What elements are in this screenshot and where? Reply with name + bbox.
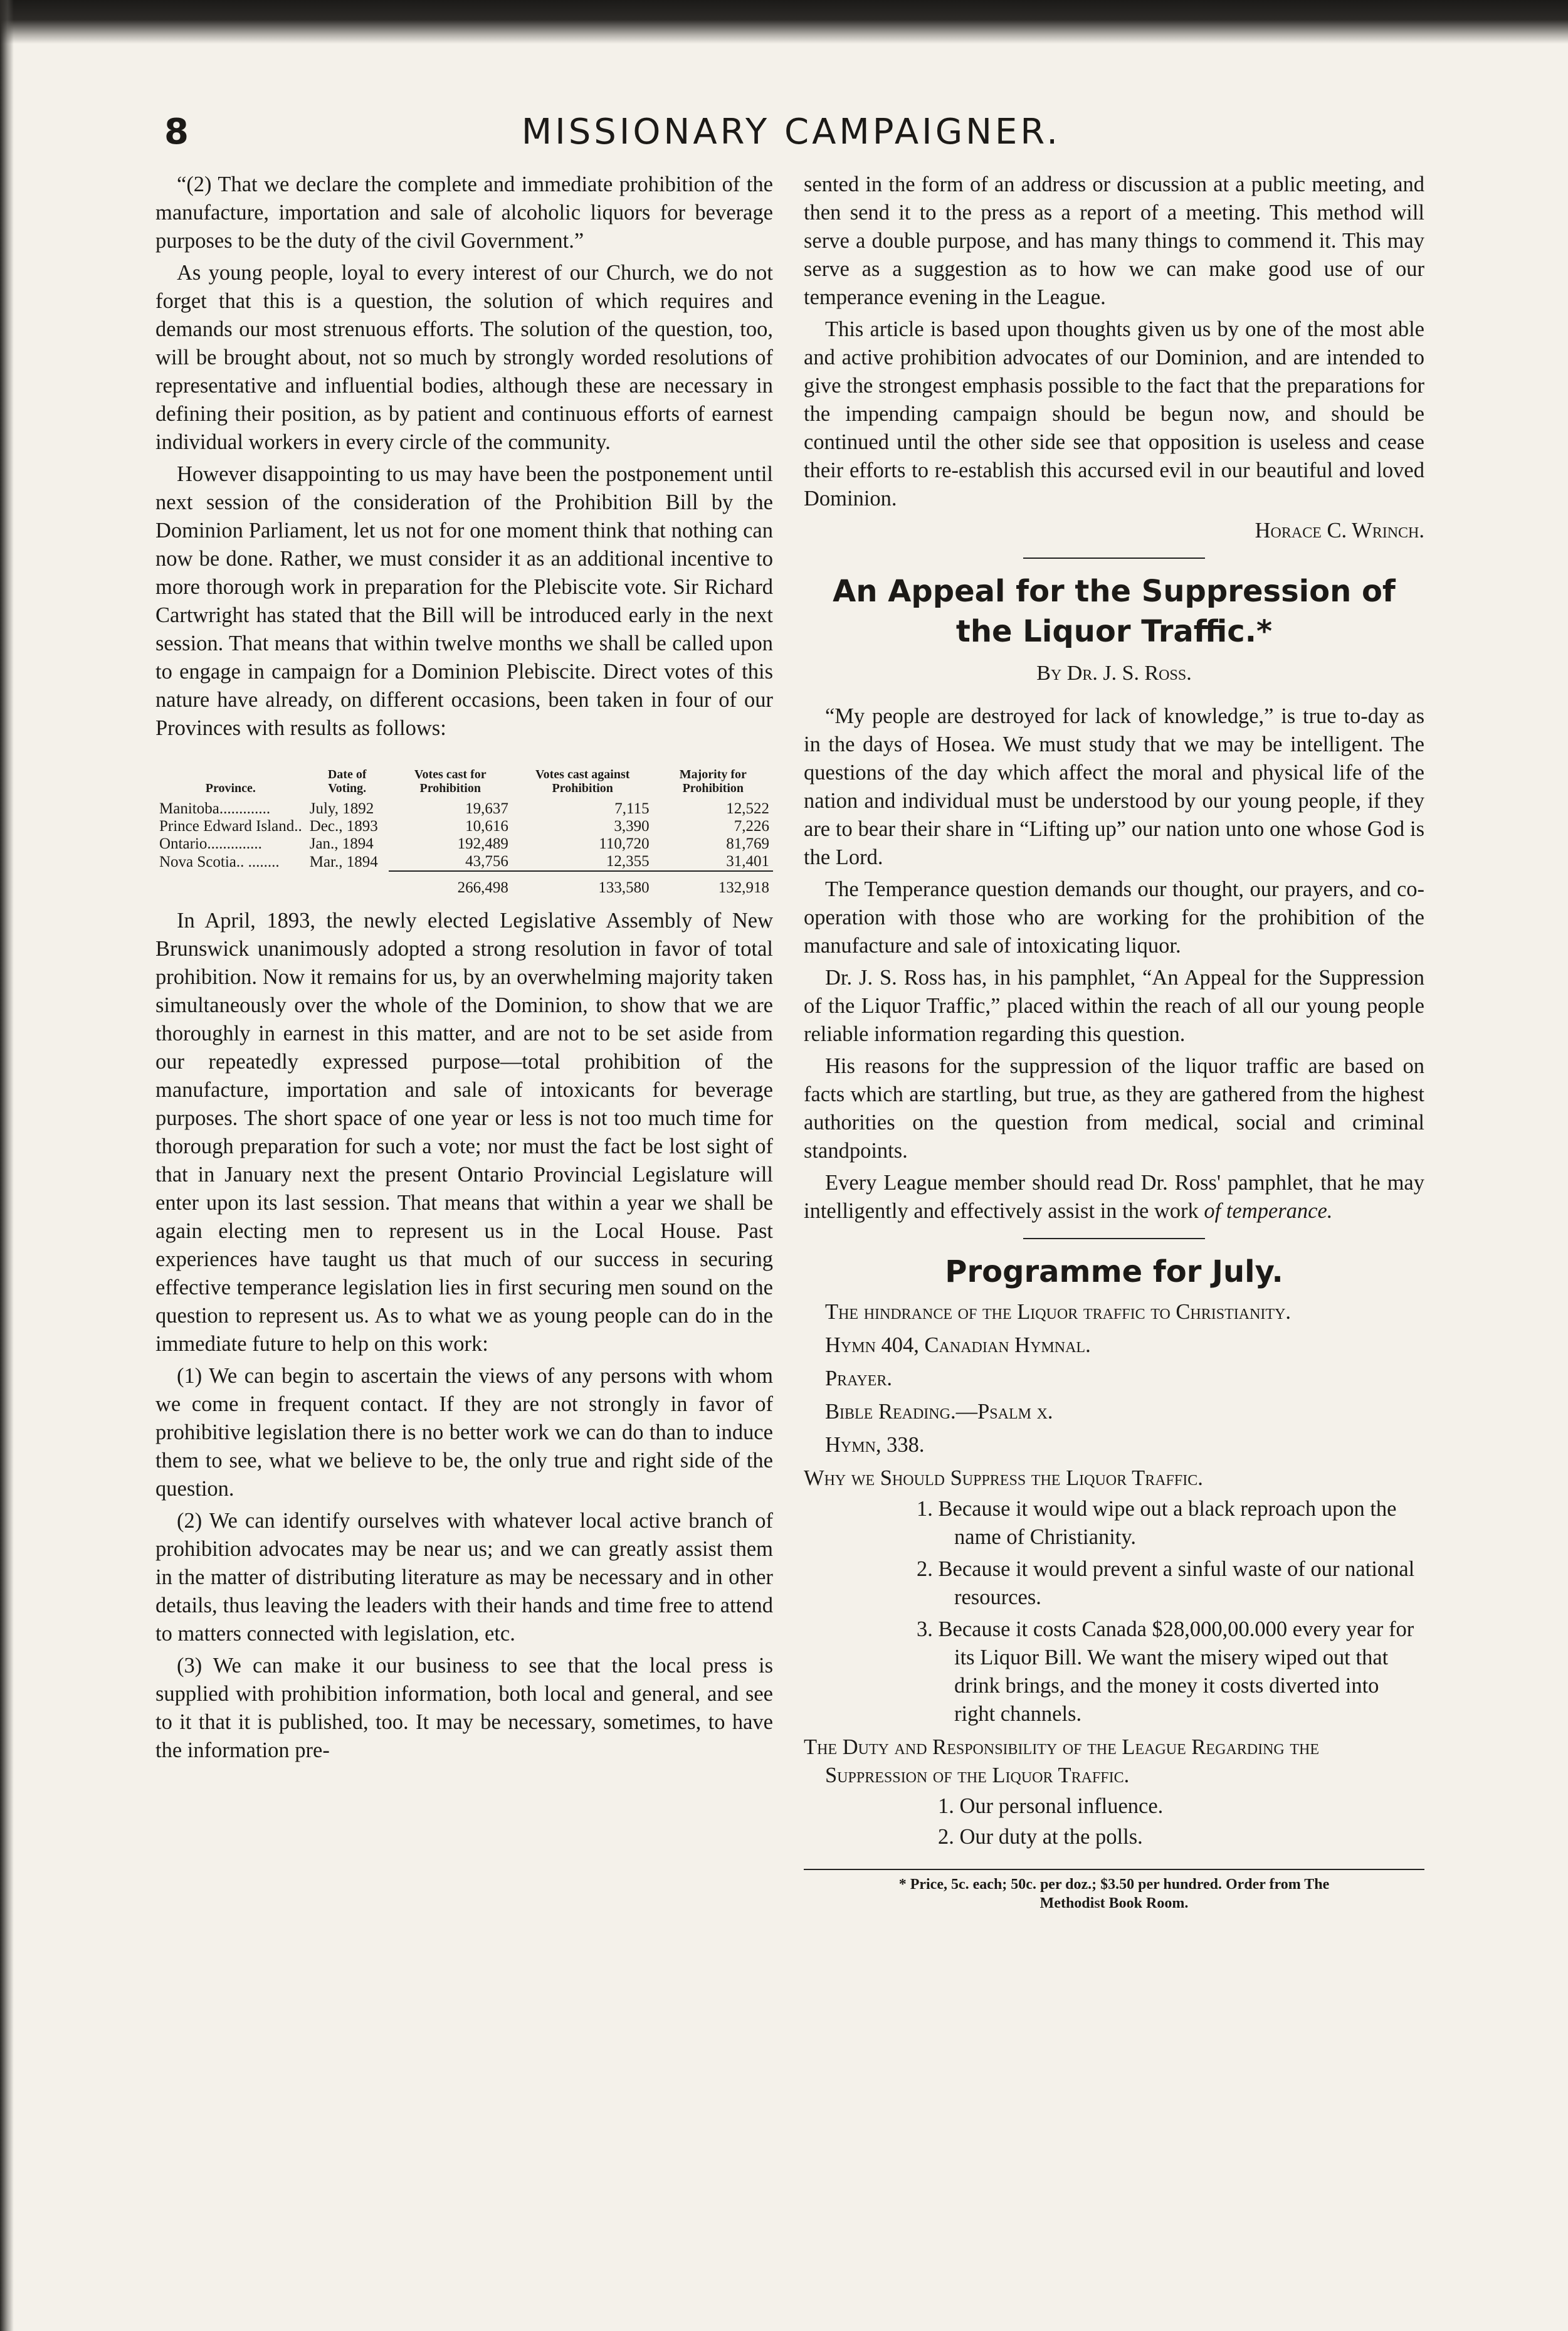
cell-majority: 31,401 — [726, 853, 769, 870]
resolution-quote: “(2) That we declare the complete and immediate prohibition of the manufacture, importation and sale of alcoholic liquors for beverage purposes to be the duty of the civil Government.” — [155, 172, 773, 253]
cell-majority: 12,522 — [726, 800, 769, 817]
table-row — [155, 853, 773, 871]
duty-item: 1. Our personal influence. — [938, 1794, 1164, 1818]
cell-for: 192,489 — [457, 835, 508, 852]
cell-majority: 81,769 — [726, 835, 769, 852]
author-signature — [804, 517, 1424, 545]
footnote-rule — [804, 1869, 1424, 1870]
paragraph-text-italic: of temperance. — [1204, 1199, 1333, 1223]
paragraph — [804, 1169, 1424, 1225]
scan-left-edge — [0, 0, 14, 2331]
cell-for: 43,756 — [465, 853, 508, 870]
programme-item: Hymn 404, Canadian Hymnal. — [825, 1333, 1091, 1357]
section-divider — [1023, 1238, 1205, 1239]
cell-province: Ontario.............. — [159, 835, 262, 852]
reason-item: 2. Because it would prevent a sinful waste of our national resources. — [917, 1557, 1415, 1609]
total-for: 266,498 — [389, 871, 512, 897]
paragraph: As young people, loyal to every interest of our Church, we do not forget that this is a question, the solution of which requires and demands our most strenuous efforts. The solution of the question, too, will be brought about, not so much by strongly worded resolutions of representative and influential bodies, although these are necessary in defining their position, as by patient and continuous efforts of earnest individual workers in every circle of the community. — [155, 261, 773, 454]
programme-item — [804, 1298, 1424, 1326]
duty-item: 2. Our duty at the polls. — [938, 1825, 1143, 1849]
cell-date: Jan., 1894 — [309, 835, 374, 852]
table-row — [155, 818, 773, 835]
paragraph: Dr. J. S. Ross has, in his pamphlet, “An Appeal for the Suppression of the Liquor Traffic,” placed within the reach of all our young people reliable information regarding this question. — [804, 966, 1424, 1046]
footnote — [804, 1875, 1424, 1913]
section-divider — [1023, 558, 1205, 559]
table-row — [155, 800, 773, 818]
paragraph: The Temperance question demands our thought, our prayers, and co-operation with those who are working for the prohibition of the manufacture and sale of intoxicating liquor. — [804, 877, 1424, 958]
cell-for: 19,637 — [465, 800, 508, 817]
paragraph: However disappointing to us may have been the postponement until next session of the consideration of the Prohibition Bill by the Dominion Parliament, let us not for one moment think that nothing can now be done. Rather, we must consider it as an additional incentive to more thorough work in preparation for the Plebiscite vote. Sir Richard Cartwright has stated that the Bill will be introduced early in the next session. That means that within twelve months we shall be called upon to engage in campaign for a Dominion Plebiscite. Direct votes of this nature have already, on different occasions, been taken in four of our Provinces with results as follows: — [155, 462, 773, 740]
programme-heading: The Duty and Responsibility of the League Regarding the Suppression of the Liquor Traffic. — [804, 1735, 1320, 1787]
cell-province: Nova Scotia.. ........ — [159, 853, 280, 870]
table-row — [155, 835, 773, 853]
programme-text: The hindrance of the Liquor traffic to Christianity. — [825, 1300, 1292, 1324]
cell-for: 10,616 — [465, 818, 508, 835]
cell-against: 110,720 — [599, 835, 650, 852]
column-header: Province. — [205, 781, 256, 795]
signature-text: Horace C. Wrinch. — [1255, 519, 1424, 542]
programme-item: Hymn, 338. — [825, 1433, 925, 1457]
article-title-line: the Liquor Traffic.* — [955, 614, 1273, 649]
cell-date: Dec., 1893 — [309, 818, 378, 835]
cell-date: Mar., 1894 — [309, 853, 378, 870]
paragraph: (3) We can make it our business to see that the local press is supplied with prohibition information, both local and general, and see to it that it is published, too. It may be necessary, sometimes, to have the information pre- — [155, 1654, 773, 1762]
scan-top-edge — [0, 0, 1568, 44]
paragraph: (2) We can identify ourselves with whatever local active branch of prohibition advocates may be near us; and we can greatly assist them in the matter of distributing literature as may be necessary and in other details, thus leaving the leaders with their hands and time free to attend to matters connected with legislation, etc. — [155, 1509, 773, 1646]
column-header: Majority for Prohibition — [679, 768, 747, 795]
cell-date: July, 1892 — [309, 800, 374, 817]
paragraph: sented in the form of an address or discussion at a public meeting, and then send it to the press as a report of a meeting. This method will serve a double purpose, and has many things to commend it. This may serve as a suggestion as to how we can make good use of our temperance evening in the League. — [804, 172, 1424, 309]
paragraph: This article is based upon thoughts given us by one of the most able and active prohibition advocates of our Dominion, and are intended to give the strongest emphasis possible to the fact that the preparations for the impending campaign should be begun now, and should be continued until the other side see that opposition is useless and cease their efforts to re-establish this accursed evil in our beautiful and loved Dominion. — [804, 317, 1424, 510]
running-title: MISSIONARY CAMPAIGNER. — [521, 112, 1061, 152]
cell-against: 7,115 — [614, 800, 650, 817]
cell-majority: 7,226 — [734, 818, 769, 835]
page-header — [164, 112, 1418, 162]
plebiscite-table — [155, 768, 773, 897]
programme-item: Bible Reading.—Psalm x. — [825, 1400, 1053, 1424]
cell-against: 3,390 — [614, 818, 650, 835]
table-header-row — [155, 768, 773, 800]
paragraph-text: Every League member should read Dr. Ross' pamphlet, that he may intelligently and effectively assist in the work — [804, 1171, 1424, 1223]
right-column — [804, 171, 1424, 1913]
footnote-line: * Price, 5c. each; 50c. per doz.; $3.50 per hundred. Order from The — [898, 1876, 1330, 1893]
column-header: Votes cast for Prohibition — [414, 768, 487, 795]
article-title-line: An Appeal for the Suppression of — [833, 574, 1396, 609]
cell-province: Manitoba............. — [159, 800, 271, 817]
paragraph: In April, 1893, the newly elected Legislative Assembly of New Brunswick unanimously adopted a strong resolution in favor of total prohibition. Now it remains for us, by an overwhelming majority taken simultaneously over the whole of the Dominion, to show that we are thoroughly in earnest in this matter, and are not to be set aside from our repeatedly expressed purpose—total prohibition of the manufacture, importation and sale of intoxicants for beverage purposes. The short space of one year or less is not too much time for thorough preparation for such a vote; nor must the fact be lost sight of that in January next the present Ontario Provincial Legislature will enter upon its last session. That means that within a year we shall be again electing men to represent us in the Local House. Past experiences have taught us that much of our success in securing effective temperance legislation lies in first securing men sound on the question to represent us. As to what we as young people can do in the immediate future to help on this work: — [155, 909, 773, 1356]
total-majority: 132,918 — [653, 871, 773, 897]
paragraph: His reasons for the suppression of the liquor traffic are based on facts which are startling, but true, as they are gathered from the highest authorities on the question from medical, social and criminal standpoints. — [804, 1054, 1424, 1163]
reason-item: 1. Because it would wipe out a black reproach upon the name of Christianity. — [917, 1497, 1397, 1549]
programme-title: Programme for July. — [945, 1254, 1283, 1289]
programme-heading: Why we Should Suppress the Liquor Traffic. — [804, 1466, 1203, 1490]
column-header: Votes cast against Prohibition — [535, 768, 630, 795]
reason-item: 3. Because it costs Canada $28,000,00.000 every year for its Liquor Bill. We want the misery wiped out that drink brings, and the money it costs diverted into right channels. — [917, 1617, 1414, 1726]
cell-province: Prince Edward Island.. — [159, 818, 302, 835]
article-title — [804, 571, 1424, 652]
programme-item: Prayer. — [825, 1366, 892, 1390]
paragraph: “My people are destroyed for lack of knowledge,” is true to-day as in the days of Hosea. We must study that we may be intelligent. The questions of the day which affect the moral and physical life of the nation and individual must be understood by our young people, if they are to bear their share in “Lifting up” our nation unto one whose God is the Lord. — [804, 704, 1424, 869]
paragraph: (1) We can begin to ascertain the views of any persons with whom we come in frequent contact. If they are not strongly in favor of prohibitive legislation there is no better work we can do than to induce them to see, what we believe to be, the only true and right side of the question. — [155, 1364, 773, 1501]
byline: By Dr. J. S. Ross. — [1036, 662, 1192, 685]
cell-against: 12,355 — [606, 853, 650, 870]
left-column — [155, 171, 773, 1768]
totals-row — [155, 871, 773, 897]
total-against: 133,580 — [512, 871, 653, 897]
footnote-line: Methodist Book Room. — [1039, 1895, 1189, 1911]
column-header: Date of Voting. — [327, 768, 367, 795]
page-number: 8 — [164, 112, 189, 152]
